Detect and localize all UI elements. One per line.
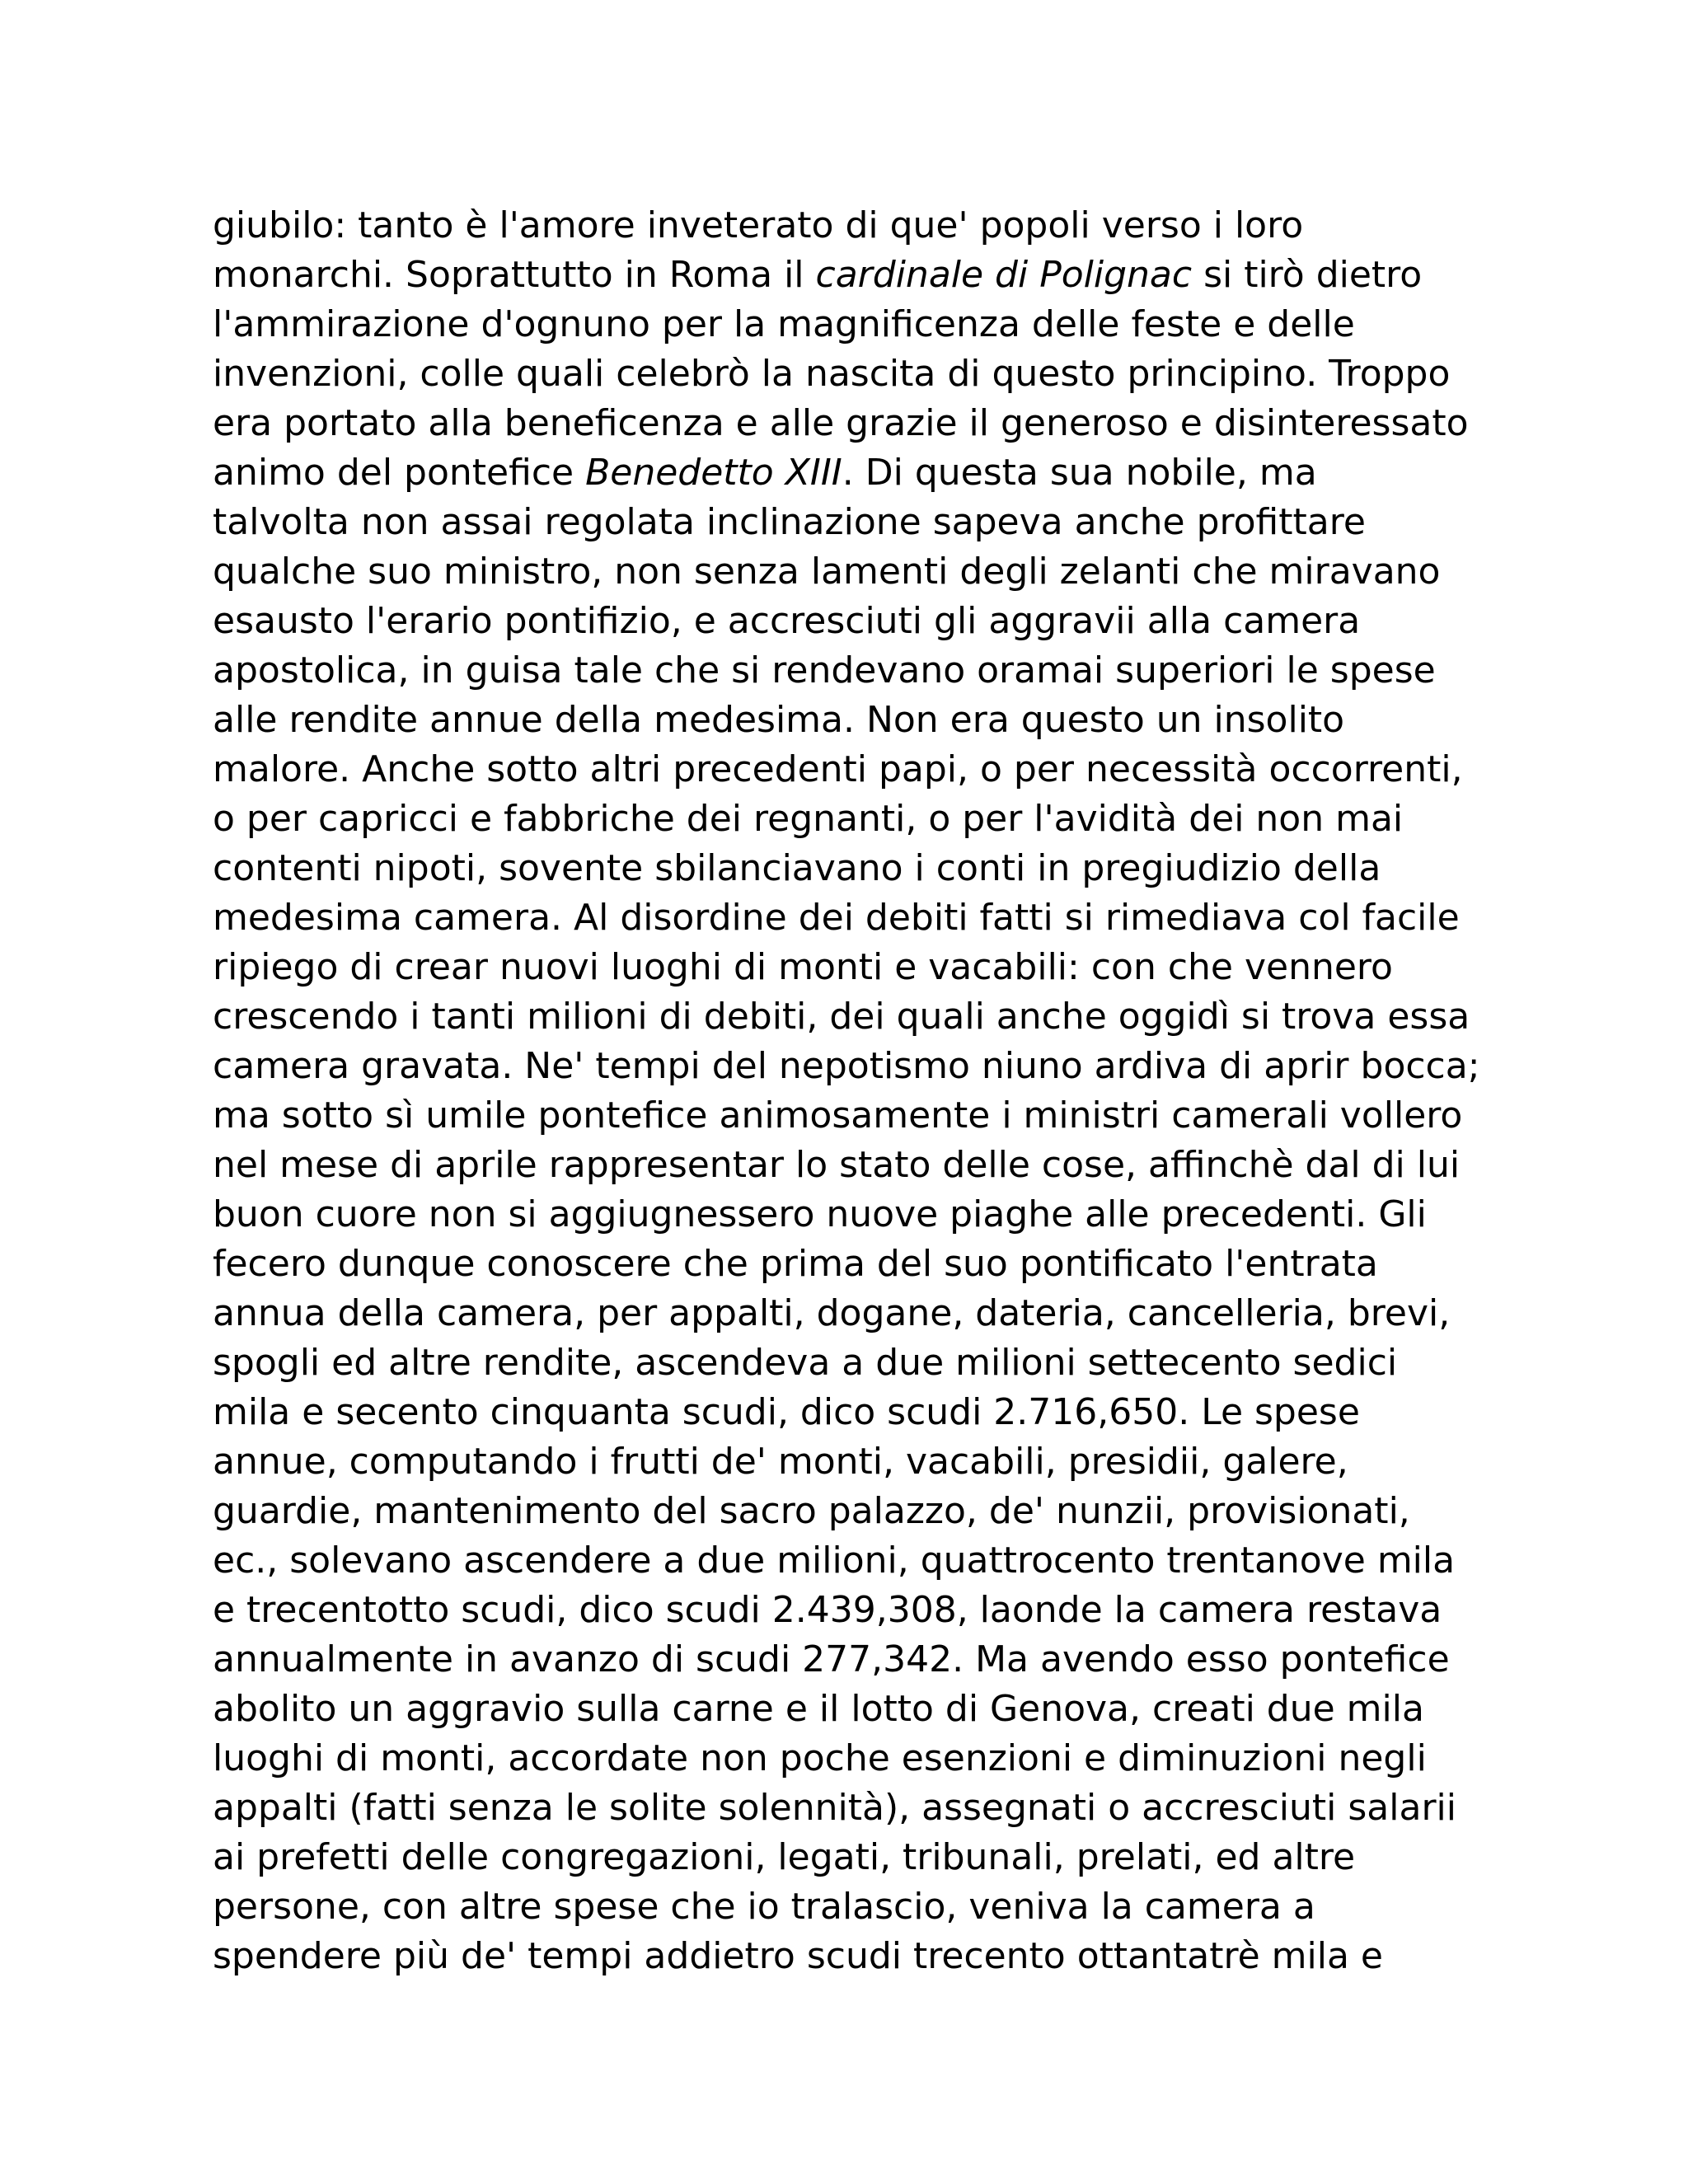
text-line: [213, 1882, 1498, 1932]
text-line: [213, 1437, 1498, 1487]
text-line: [213, 1536, 1498, 1586]
text-segment: alle rendite annue della medesima. Non era questo un insolito: [213, 699, 1345, 741]
text-segment: . Di questa sua nobile, ma: [842, 452, 1317, 494]
text-segment: animo del pontefice: [213, 452, 586, 494]
text-line: [213, 1141, 1498, 1190]
italic-text-segment: cardinale di Polignac: [815, 254, 1193, 296]
text-line: [213, 696, 1498, 745]
text-line: [213, 794, 1498, 844]
text-line: [213, 1388, 1498, 1437]
text-segment: esausto l'erario pontifizio, e accresciuti gli aggravii alla camera: [213, 600, 1361, 642]
text-segment: crescendo i tanti milioni di debiti, dei quali anche oggidì si trova essa: [213, 996, 1470, 1038]
text-line: [213, 399, 1498, 448]
text-segment: ec., solevano ascendere a due milioni, quattrocento trentanove mila: [213, 1540, 1456, 1582]
text-segment: mila e secento cinquanta scudi, dico scudi 2.716,650. Le spese: [213, 1391, 1360, 1433]
text-segment: spogli ed altre rendite, ascendeva a due milioni settecento sedici: [213, 1342, 1398, 1384]
text-line: [213, 1734, 1498, 1783]
text-line: [213, 547, 1498, 597]
text-line: [213, 498, 1498, 547]
text-segment: contenti nipoti, sovente sbilanciavano i conti in pregiudizio della: [213, 847, 1381, 889]
text-line: [213, 1042, 1498, 1091]
text-line: [213, 448, 1498, 498]
text-segment: qualche suo ministro, non senza lamenti degli zelanti che miravano: [213, 551, 1441, 593]
text-line: [213, 251, 1498, 300]
text-segment: annue, computando i frutti de' monti, vacabili, presidii, galere,: [213, 1441, 1348, 1483]
text-segment: o per capricci e fabbriche dei regnanti, o per l'avidità dei non mai: [213, 798, 1404, 840]
text-line: [213, 1091, 1498, 1141]
text-line: [213, 1635, 1498, 1685]
text-line: [213, 1783, 1498, 1833]
text-segment: monarchi. Soprattutto in Roma il: [213, 254, 816, 296]
text-segment: ai prefetti delle congregazioni, legati, tribunali, prelati, ed altre: [213, 1836, 1356, 1878]
text-segment: nel mese di aprile rappresentar lo stato delle cose, affinchè dal di lui: [213, 1144, 1461, 1186]
text-line: [213, 1586, 1498, 1635]
text-segment: medesima camera. Al disordine dei debiti fatti si rimediava col facile: [213, 897, 1460, 939]
text-line: [213, 844, 1498, 893]
body-paragraph: [213, 201, 1498, 1981]
text-line: [213, 1685, 1498, 1734]
text-line: [213, 893, 1498, 943]
text-segment: fecero dunque conoscere che prima del suo pontificato l'entrata: [213, 1243, 1378, 1285]
text-segment: luoghi di monti, accordate non poche esenzioni e diminuzioni negli: [213, 1737, 1427, 1779]
text-segment: persone, con altre spese che io tralascio, veniva la camera a: [213, 1886, 1315, 1928]
text-segment: l'ammirazione d'ognuno per la magnificenza delle feste e delle: [213, 303, 1355, 345]
text-line: [213, 201, 1498, 251]
text-segment: annua della camera, per appalti, dogane, dateria, cancelleria, brevi,: [213, 1292, 1451, 1334]
text-line: [213, 1338, 1498, 1388]
text-segment: guardie, mantenimento del sacro palazzo, de' nunzii, provisionati,: [213, 1490, 1410, 1532]
text-segment: camera gravata. Ne' tempi del nepotismo niuno ardiva di aprir bocca;: [213, 1045, 1480, 1087]
text-segment: spendere più de' tempi addietro scudi trecento ottantatrè mila e: [213, 1935, 1383, 1977]
text-line: [213, 943, 1498, 992]
text-segment: e trecentotto scudi, dico scudi 2.439,308, laonde la camera restava: [213, 1589, 1442, 1631]
text-segment: talvolta non assai regolata inclinazione sapeva anche profittare: [213, 501, 1366, 543]
text-segment: annualmente in avanzo di scudi 277,342. Ma avendo esso pontefice: [213, 1638, 1450, 1680]
italic-text-segment: Benedetto XIII: [585, 452, 842, 494]
text-segment: era portato alla beneficenza e alle grazie il generoso e disinteressato: [213, 402, 1469, 444]
text-segment: si tirò dietro: [1192, 254, 1423, 296]
text-line: [213, 1190, 1498, 1240]
text-segment: buon cuore non si aggiugnessero nuove piaghe alle precedenti. Gli: [213, 1193, 1427, 1235]
text-line: [213, 646, 1498, 696]
text-segment: malore. Anche sotto altri precedenti papi, o per necessità occorrenti,: [213, 748, 1463, 790]
text-line: [213, 1932, 1498, 1981]
text-segment: abolito un aggravio sulla carne e il lotto di Genova, creati due mila: [213, 1688, 1424, 1730]
text-line: [213, 1487, 1498, 1536]
text-segment: apostolica, in guisa tale che si rendevano oramai superiori le spese: [213, 649, 1436, 691]
text-line: [213, 349, 1498, 399]
text-segment: invenzioni, colle quali celebrò la nascita di questo principino. Troppo: [213, 353, 1451, 395]
text-line: [213, 992, 1498, 1042]
text-line: [213, 1289, 1498, 1338]
text-segment: ripiego di crear nuovi luoghi di monti e vacabili: con che vennero: [213, 946, 1393, 988]
text-line: [213, 745, 1498, 794]
text-line: [213, 1240, 1498, 1289]
text-segment: giubilo: tanto è l'amore inveterato di que' popoli verso i loro: [213, 204, 1304, 246]
text-line: [213, 300, 1498, 349]
text-segment: appalti (fatti senza le solite solennità), assegnati o accresciuti salarii: [213, 1787, 1456, 1829]
text-segment: ma sotto sì umile pontefice animosamente i ministri camerali vollero: [213, 1094, 1463, 1137]
text-line: [213, 597, 1498, 646]
text-line: [213, 1833, 1498, 1882]
